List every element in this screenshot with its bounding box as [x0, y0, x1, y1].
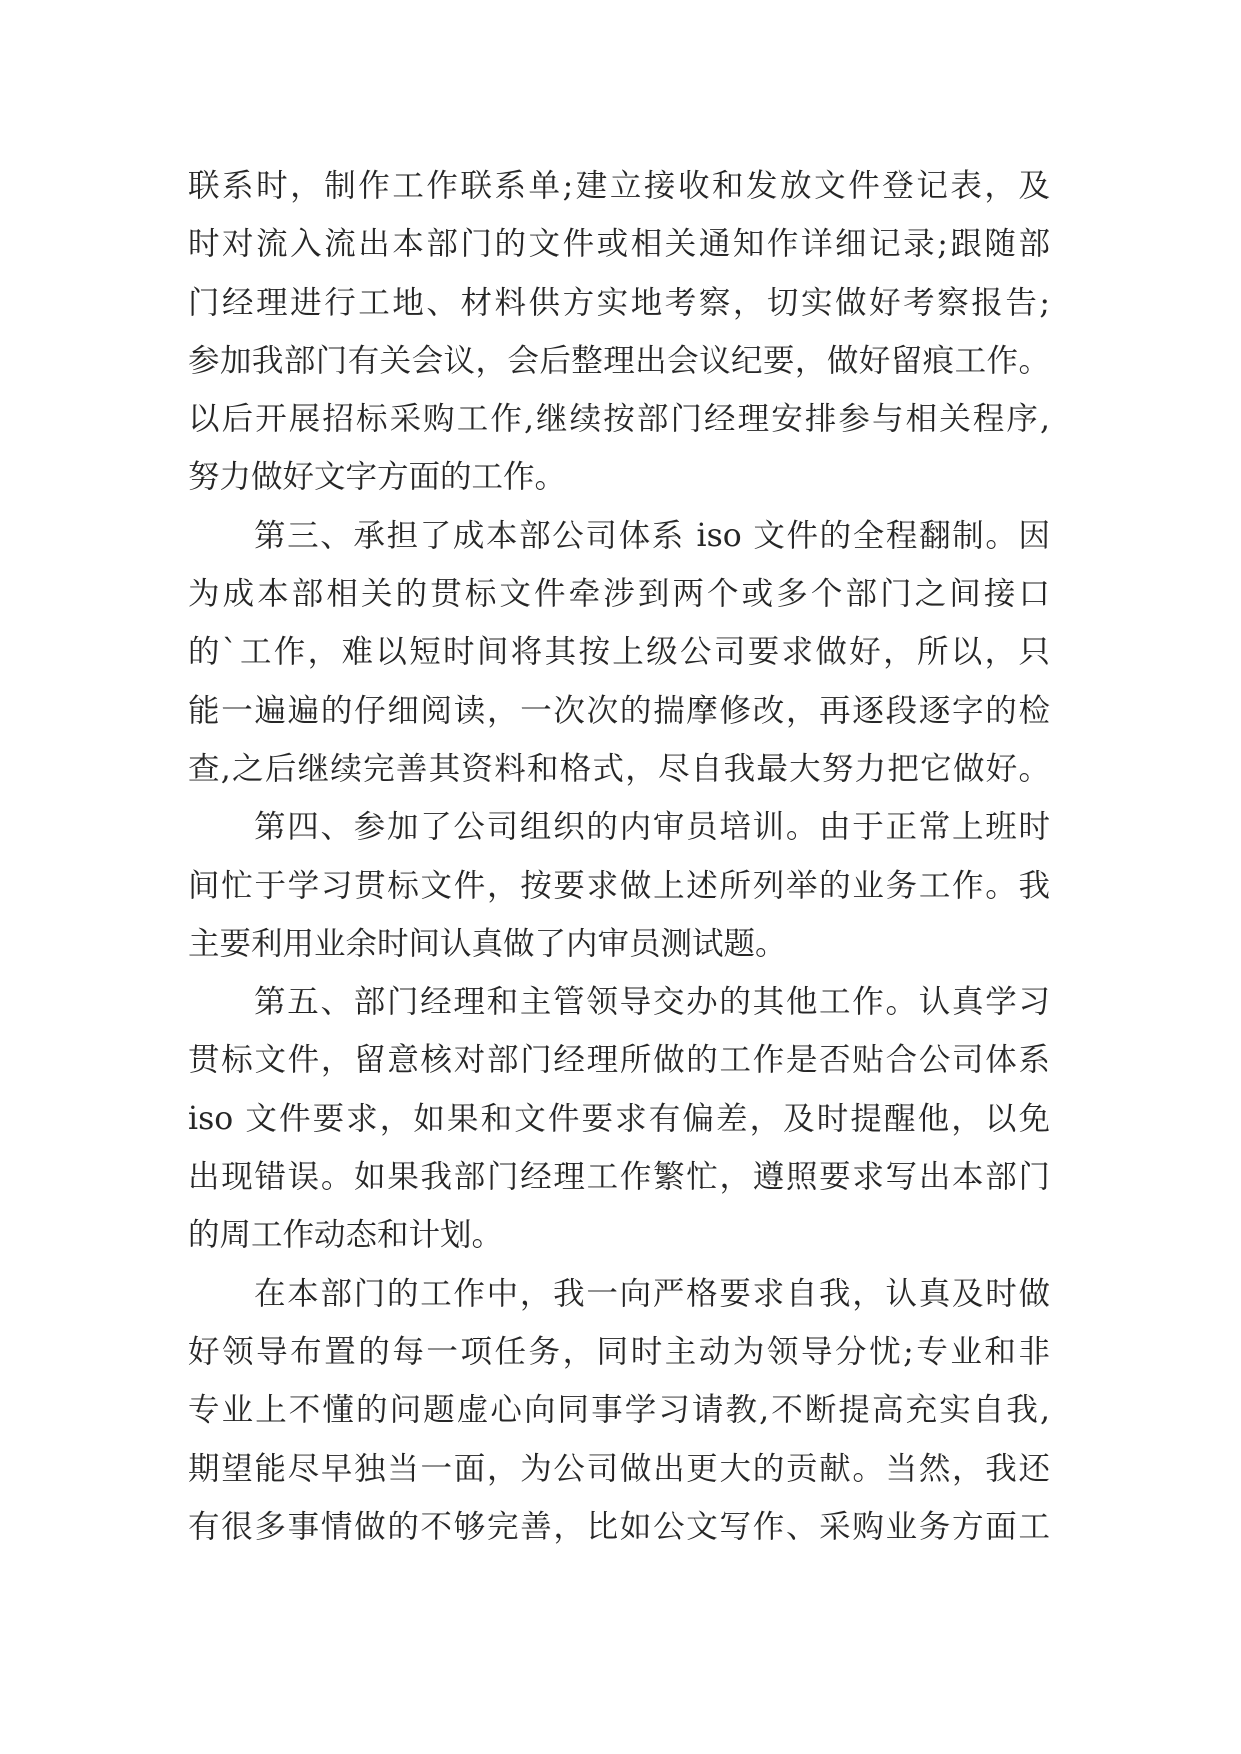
text-line: 专业上不懂的问题虚心向同事学习请教,不断提高充实自我,	[188, 1392, 1050, 1429]
text-line: 的周工作动态和计划。	[188, 1217, 504, 1254]
text-line: 能一遍遍的仔细阅读，一次次的揣摩修改，再逐段逐字的检	[188, 692, 1050, 729]
text-line: 联系时，制作工作联系单;建立接收和发放文件登记表，及	[188, 168, 1050, 204]
paragraph-first-line: 第三、承担了成本部公司体系 iso 文件的全程翻制。因	[254, 517, 1050, 554]
text-line: 期望能尽早独当一面，为公司做出更大的贡献。当然，我还	[188, 1450, 1050, 1487]
text-line: 为成本部相关的贯标文件牵涉到两个或多个部门之间接口	[188, 576, 1050, 613]
text-line: iso 文件要求，如果和文件要求有偏差，及时提醒他，以免	[188, 1100, 1050, 1137]
text-line: 有很多事情做的不够完善，比如公文写作、采购业务方面工	[188, 1508, 1050, 1545]
text-line: 出现错误。如果我部门经理工作繁忙，遵照要求写出本部门	[188, 1159, 1050, 1196]
text-line: 门经理进行工地、材料供方实地考察，切实做好考察报告;	[188, 284, 1050, 321]
text-line: 间忙于学习贯标文件，按要求做上述所列举的业务工作。我	[188, 867, 1050, 904]
body-text	[188, 157, 1050, 1556]
text-line: 的`工作，难以短时间将其按上级公司要求做好，所以，只	[188, 634, 1050, 671]
text-line: 主要利用业余时间认真做了内审员测试题。	[188, 925, 787, 962]
text-line: 好领导布置的每一项任务，同时主动为领导分忧;专业和非	[188, 1333, 1050, 1370]
text-line: 努力做好文字方面的工作。	[188, 459, 567, 496]
text-line: 贯标文件，留意核对部门经理所做的工作是否贴合公司体系	[188, 1042, 1050, 1079]
text-line: 时对流入流出本部门的文件或相关通知作详细记录;跟随部	[188, 226, 1050, 263]
text-line: 参加我部门有关会议，会后整理出会议纪要，做好留痕工作。	[188, 342, 1050, 379]
paragraph-first-line: 第五、部门经理和主管领导交办的其他工作。认真学习	[254, 984, 1050, 1021]
paragraph-first-line: 第四、参加了公司组织的内审员培训。由于正常上班时	[254, 809, 1050, 846]
paragraph-first-line: 在本部门的工作中，我一向严格要求自我，认真及时做	[254, 1275, 1050, 1312]
text-line: 查,之后继续完善其资料和格式，尽自我最大努力把它做好。	[188, 750, 1050, 787]
text-line: 以后开展招标采购工作,继续按部门经理安排参与相关程序,	[188, 401, 1050, 438]
